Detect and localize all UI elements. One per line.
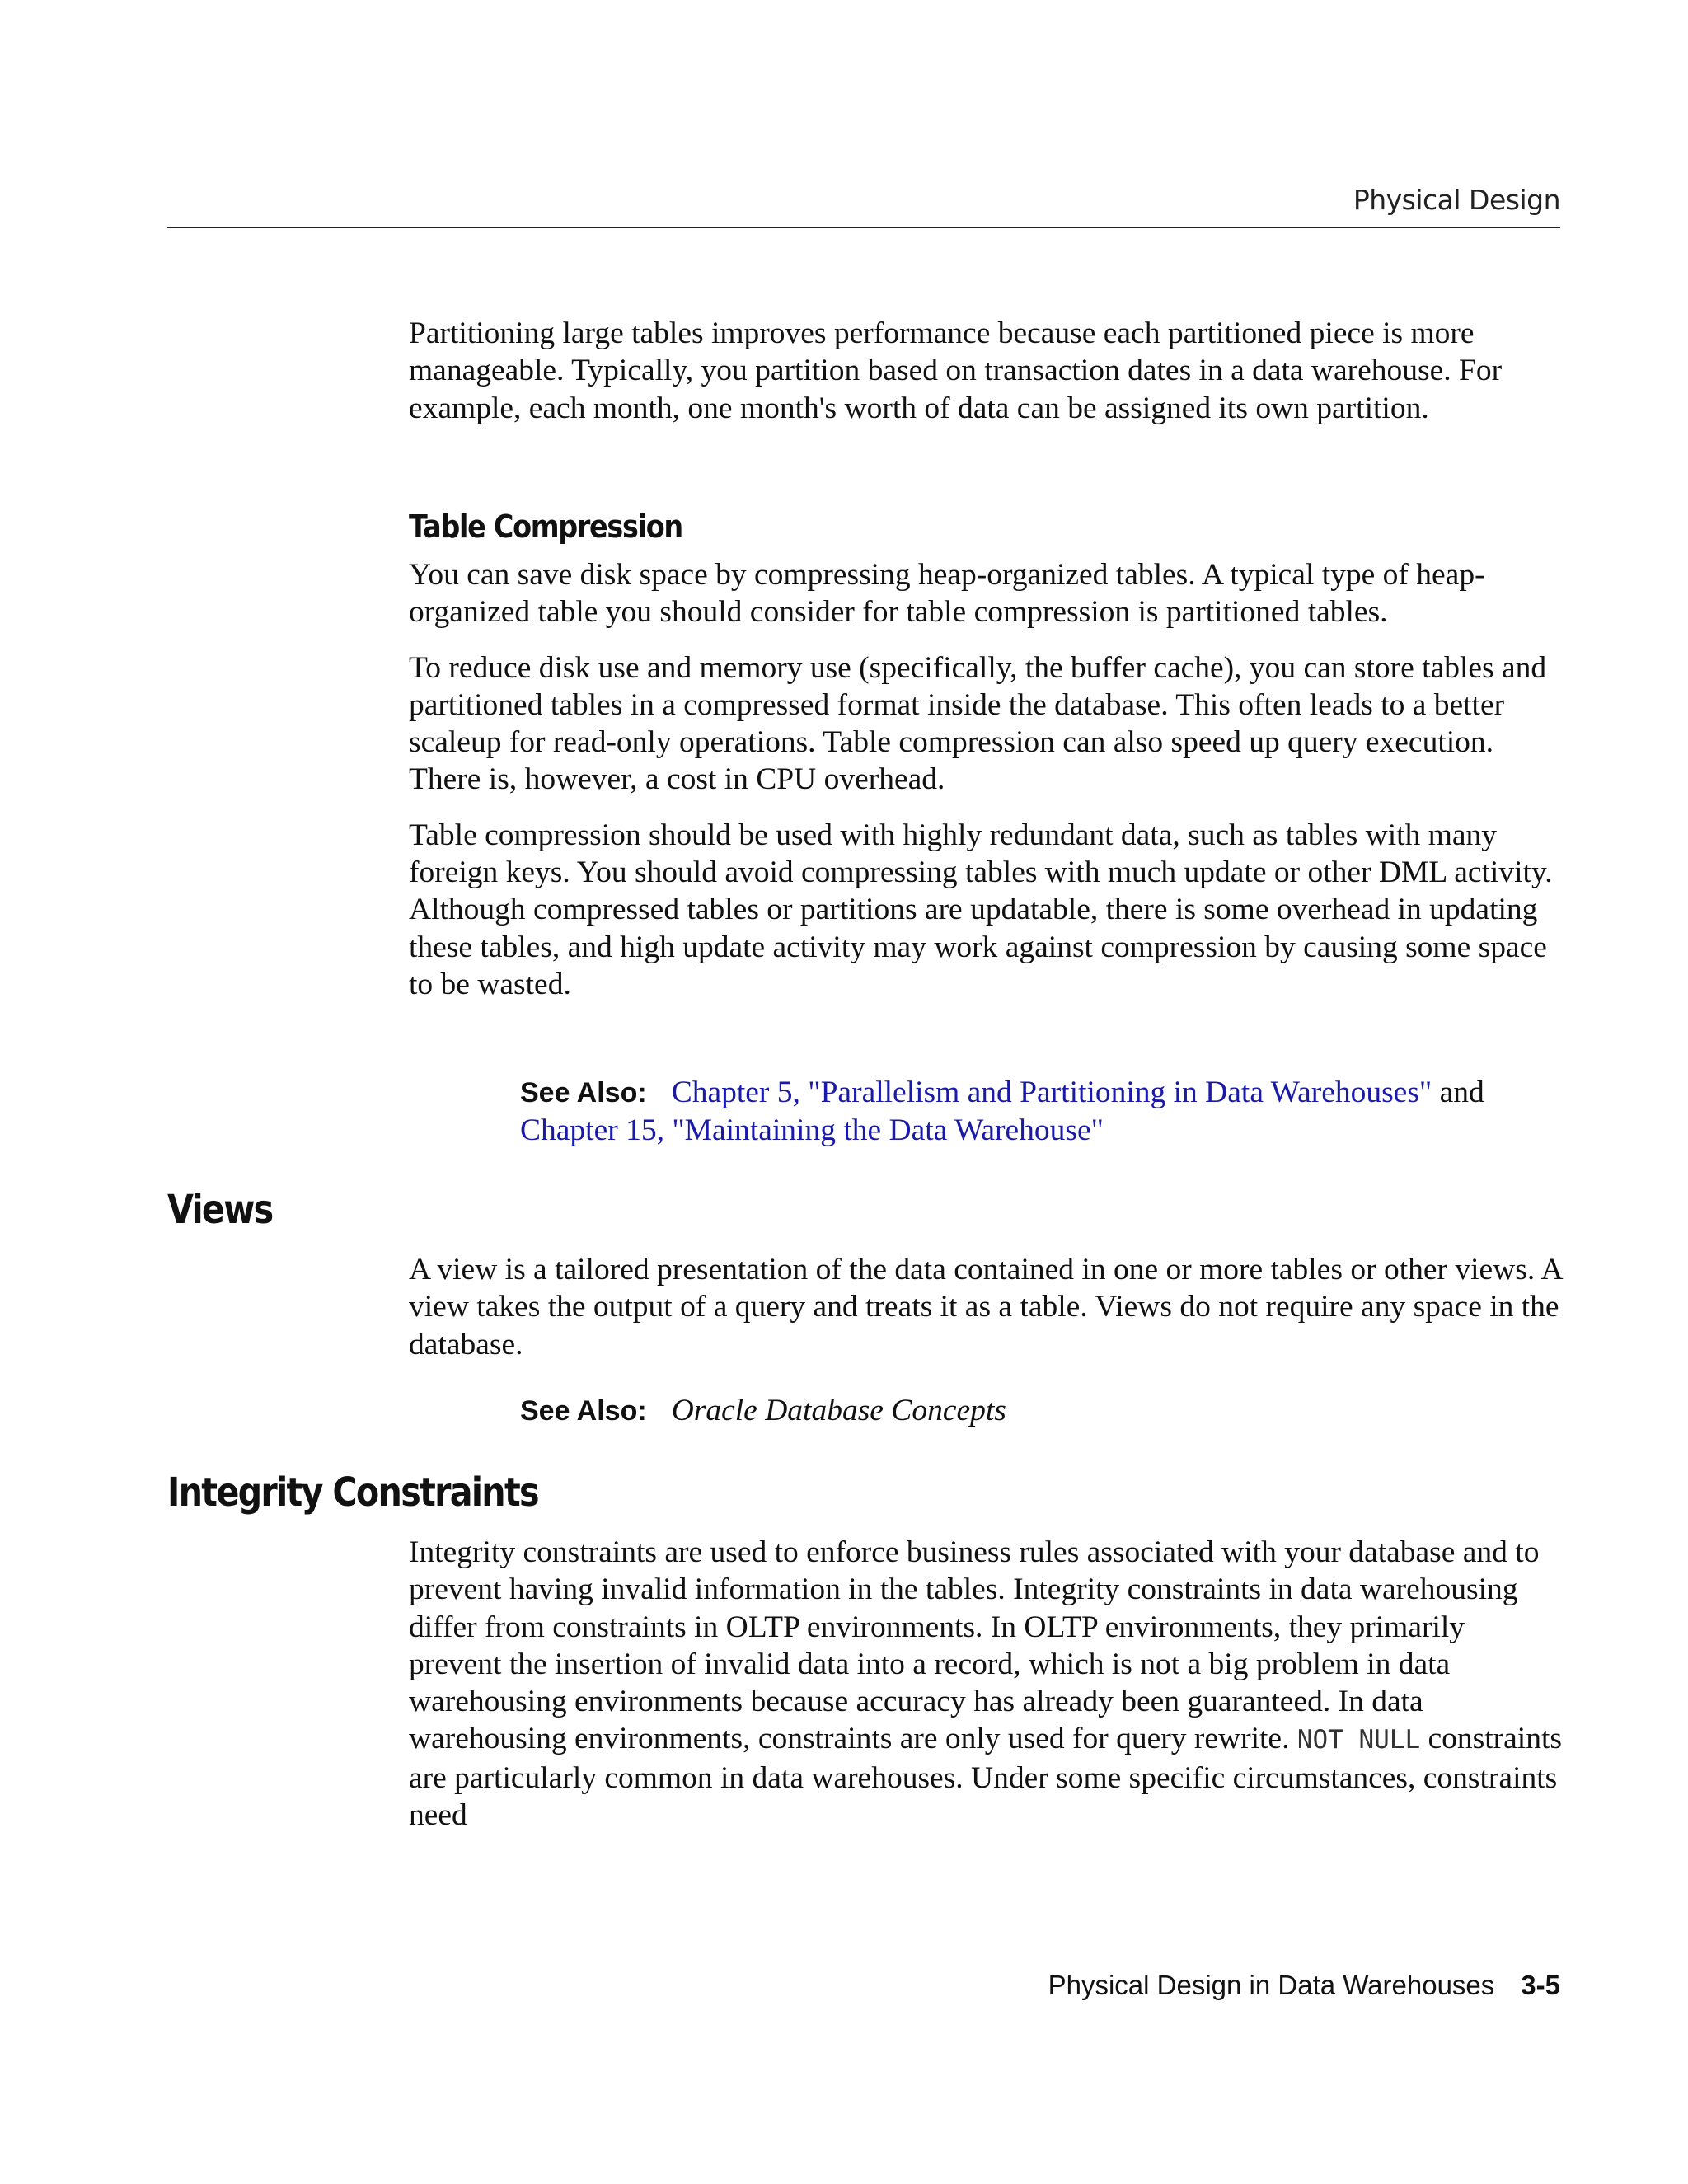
views-paragraph: A view is a tailored presentation of the data contained in one or more tables or other views. A view takes the output of a query and treats it as a table. Views do not require any space in the database. bbox=[409, 1253, 1562, 1361]
not-null-code: NOT NULL bbox=[1296, 1725, 1421, 1755]
footer-page-number: 3-5 bbox=[1521, 1970, 1560, 2000]
running-header bbox=[167, 177, 1560, 228]
integrity-text-before-code: Integrity constraints are used to enforce business rules associated with your database and to prevent having invalid information in the tables. Integrity constraints in data warehousing differ from constraints in OLTP environments. In OLTP environments, they primarily prevent the insertion of invalid data into a record, which is not a big problem in data warehousing environments because accuracy has already been guaranteed. In data warehousing environments, constraints are only used for query rewrite. bbox=[409, 1535, 1540, 1756]
footer-book-title: Physical Design in Data Warehouses bbox=[1048, 1970, 1495, 2000]
see-also-note-views bbox=[520, 1392, 1509, 1430]
table-compression-paragraph-3: Table compression should be used with highly redundant data, such as tables with many foreign keys. You should avoid compressing tables with much update or other DML activity. Although compressed tables or partitions are updatable, there is some overhead in updating these tables, and high update activity may work against compression by causing some space to be wasted. bbox=[409, 818, 1553, 1001]
table-compression-section bbox=[409, 556, 1563, 1003]
partitioning-paragraph: Partitioning large tables improves performance because each partitioned piece is more manageable. Typically, you partition based on transaction dates in a data warehouse. For example, each month, one month's worth of data can be assigned its own partition. bbox=[409, 316, 1503, 425]
table-compression-heading: Table Compression bbox=[409, 509, 682, 545]
see-also-joiner: and bbox=[1432, 1076, 1484, 1109]
table-compression-paragraph-2: To reduce disk use and memory use (specifically, the buffer cache), you can store tables and partitioned tables in a compressed format inside the database. This often leads to a better scaleup for read-only operations. Table compression can also speed up query execution. There is, however, a cost in CPU overhead. bbox=[409, 650, 1547, 797]
table-compression-paragraph-1: You can save disk space by compressing heap-organized tables. A typical type of heap-organized table you should consider for table compression is partitioned tables. bbox=[409, 558, 1485, 630]
link-chapter-15[interactable]: Chapter 15, "Maintaining the Data Warehouse" bbox=[520, 1113, 1104, 1148]
see-also-reference: Oracle Database Concepts bbox=[671, 1394, 1006, 1427]
see-also-note-compression bbox=[520, 1074, 1509, 1150]
see-also-label: See Also: bbox=[520, 1077, 647, 1108]
partitioning-section bbox=[409, 315, 1563, 427]
integrity-constraints-heading: Integrity Constraints bbox=[167, 1469, 538, 1516]
integrity-constraints-section bbox=[409, 1534, 1563, 1834]
page-footer bbox=[1048, 1970, 1560, 2001]
views-section bbox=[409, 1251, 1563, 1363]
integrity-constraints-paragraph bbox=[409, 1534, 1563, 1834]
running-header-title: Physical Design bbox=[1353, 184, 1560, 216]
views-heading: Views bbox=[167, 1187, 273, 1233]
link-chapter-5[interactable]: Chapter 5, "Parallelism and Partitioning in Data Warehouses" bbox=[671, 1076, 1432, 1109]
see-also-label: See Also: bbox=[520, 1395, 647, 1427]
integrity-text-after-code: constraints are particularly common in data warehouses. Under some specific circumstances, constraints need bbox=[409, 1722, 1562, 1833]
